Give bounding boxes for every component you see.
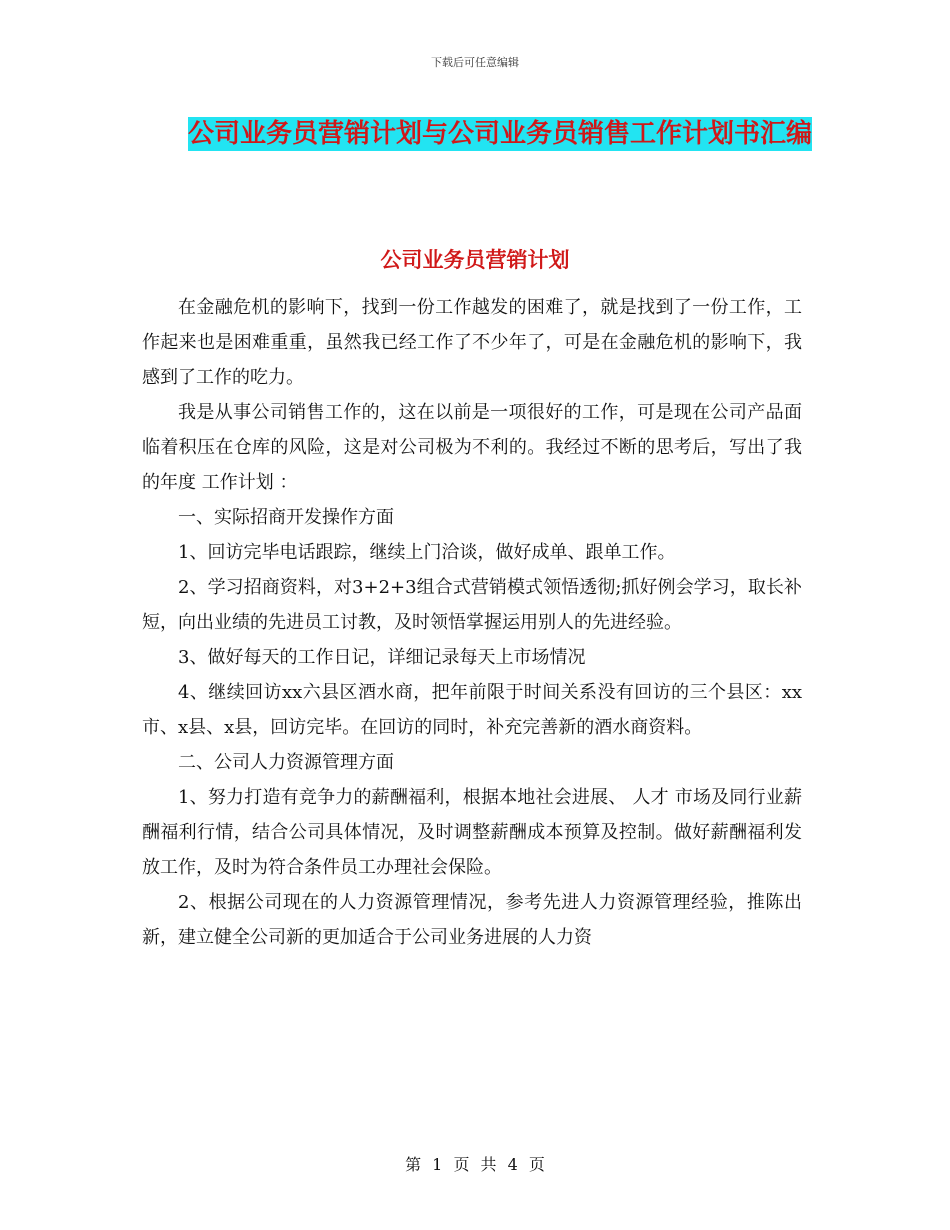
list-item: 2、根据公司现在的人力资源管理情况，参考先进人力资源管理经验，推陈出新，建立健全公司新的更加适合于公司业务进展的人力资 (142, 892, 802, 948)
list-item: 1、回访完毕电话跟踪，继续上门洽谈，做好成单、跟单工作。 (178, 542, 676, 563)
section-heading: 二、公司人力资源管理方面 (178, 752, 394, 773)
list-item: 2、学习招商资料，对3+2+3组合式营销模式领悟透彻;抓好例会学习，取长补短，向出业绩的先进员工讨教，及时领悟掌握运用别人的先进经验。 (142, 577, 802, 633)
header-note: 下载后可任意编辑 (431, 56, 519, 69)
document-title-text: 公司业务员营销计划与公司业务员销售工作计划书汇编 (187, 119, 812, 149)
paragraph: 我是从事公司销售工作的，这在以前是一项很好的工作，可是现在公司产品面临着积压在仓库的风险，这是对公司极为不利的。我经过不断的思考后，写出了我的年度 工作计划 ： (142, 402, 802, 493)
list-item: 3、做好每天的工作日记，详细记录每天上市场情况 (178, 647, 586, 668)
document-title (150, 110, 850, 158)
paragraph: 在金融危机的影响下，找到一份工作越发的困难了，就是找到了一份工作，工作起来也是困难重重，虽然我已经工作了不少年了，可是在金融危机的影响下，我感到了工作的吃力。 (142, 297, 802, 388)
list-item: 4、继续回访xx六县区酒水商，把年前限于时间关系没有回访的三个县区：xx市、x县、x县，回访完毕。在回访的同时，补充完善新的酒水商资料。 (142, 682, 802, 738)
page-footer: 第 1 页 共 4 页 (405, 1155, 545, 1174)
section-title: 公司业务员营销计划 (380, 248, 570, 272)
document-body (142, 290, 802, 955)
list-item: 1、努力打造有竞争力的薪酬福利，根据本地社会进展、 人才 市场及同行业薪酬福利行情，结合公司具体情况，及时调整薪酬成本预算及控制。做好薪酬福利发放工作，及时为符合条件员工办理社会保险。 (142, 787, 802, 878)
section-heading: 一、实际招商开发操作方面 (178, 507, 394, 528)
